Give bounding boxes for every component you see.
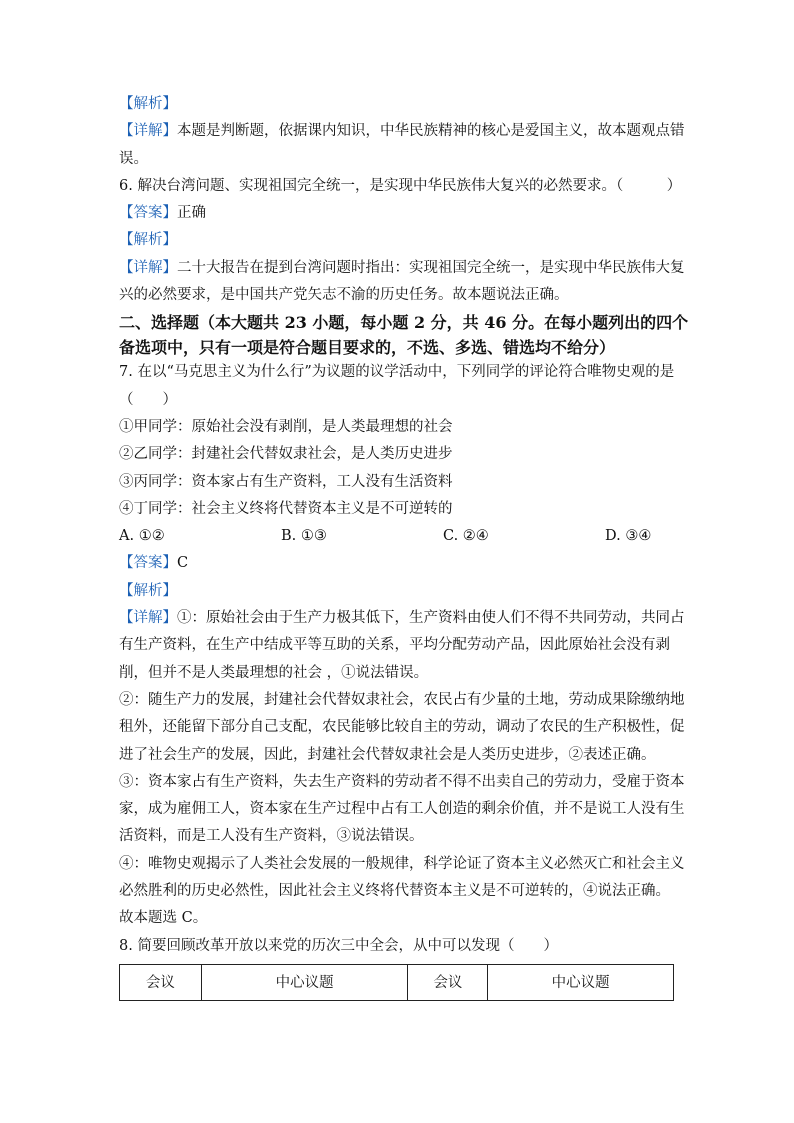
text-line: 进了社会生产的发展，因此，封建社会代替奴隶社会是人类历史进步，②表述正确。 xyxy=(119,746,656,763)
text-line: 误。 xyxy=(119,150,148,167)
analysis-label xyxy=(119,578,679,605)
option-item: A. ①② xyxy=(119,528,165,545)
meeting-table xyxy=(119,964,674,1001)
label-tag: 【解析】 xyxy=(119,582,177,599)
detail-line xyxy=(119,255,685,282)
option-item: D. ③④ xyxy=(605,528,652,545)
text-line: 7. 在以“马克思主义为什么行”为议题的议学活动中，下列同学的评论符合唯物史观的是 xyxy=(119,364,675,381)
label-tag: 【答案】 xyxy=(119,205,177,222)
text-line: 削，但并不是人类最理想的社会 ，①说法错误。 xyxy=(119,664,429,681)
detail-text: 二十大报告在提到台湾问题时指出：实现祖国完全统一，是实现中华民族伟大复 xyxy=(177,259,685,276)
text-line: （ ） xyxy=(119,391,177,408)
option-item: C. ②④ xyxy=(443,528,489,545)
text-line: 租外，还能留下部分自己支配，农民能够比较自主的劳动，调动了农民的生产积极性，促 xyxy=(119,719,685,736)
answer-line xyxy=(119,200,679,227)
label-tag: 【答案】 xyxy=(119,555,177,572)
answer-value: 正确 xyxy=(177,205,206,222)
label-tag: 【详解】 xyxy=(119,259,177,276)
text-line: 家，成为雇佣工人，资本家在生产过程中占有工人创造的剩余价值，并不是说工人没有生 xyxy=(119,801,685,818)
text-line: 8. 简要回顾改革开放以来党的历次三中全会，从中可以发现（ ） xyxy=(119,937,558,954)
document-content xyxy=(119,91,689,960)
text-line: 必然胜利的历史必然性，因此社会主义终将代替资本主义是不可逆转的，④说法正确。 xyxy=(119,883,670,900)
table-header-cell: 会议 xyxy=(408,964,488,1000)
label-tag: 【详解】 xyxy=(119,123,177,140)
text-line: 有生产资料，在生产中结成平等互助的关系，平均分配劳动产品，因此原始社会没有剥 xyxy=(119,637,670,654)
table-header-cell: 中心议题 xyxy=(201,964,408,1000)
option-item: B. ①③ xyxy=(281,528,327,545)
table-header-cell: 会议 xyxy=(120,964,202,1000)
analysis-label xyxy=(119,227,679,254)
text-line: 故本题选 C。 xyxy=(119,910,208,927)
text-line: ③丙同学：资本家占有生产资料，工人没有生活资料 xyxy=(119,473,453,490)
text-line: ②：随生产力的发展，封建社会代替奴隶社会，农民占有少量的土地，劳动成果除缴纳地 xyxy=(119,691,685,708)
section-title: 二、选择题（本大题共 23 小题，每小题 2 分，共 46 分。在每小题列出的四个 xyxy=(119,313,689,333)
answer-options xyxy=(119,523,679,550)
text-line: ④：唯物史观揭示了人类社会发展的一般规律，科学论证了资本主义必然灭亡和社会主义 xyxy=(119,855,685,872)
text-line: 6. 解决台湾问题、实现祖国完全统一，是实现中华民族伟大复兴的必然要求。（ ） xyxy=(119,177,682,194)
table-header-row xyxy=(120,964,674,1000)
text-line: ①甲同学：原始社会没有剥削，是人类最理想的社会 xyxy=(119,418,453,435)
detail-line xyxy=(119,605,685,632)
text-line: ③：资本家占有生产资料，失去生产资料的劳动者不得不出卖自己的劳动力，受雇于资本 xyxy=(119,773,685,790)
detail-text: 本题是判断题，依据课内知识，中华民族精神的核心是爱国主义，故本题观点错 xyxy=(177,123,685,140)
text-line: 活资料，而是工人没有生产资料，③说法错误。 xyxy=(119,828,424,845)
analysis-label xyxy=(119,91,679,118)
text-line: ④丁同学：社会主义终将代替资本主义是不可逆转的 xyxy=(119,500,453,517)
text-line: ②乙同学：封建社会代替奴隶社会，是人类历史进步 xyxy=(119,446,453,463)
answer-line xyxy=(119,550,679,577)
label-tag: 【解析】 xyxy=(119,96,177,112)
table-header-cell: 中心议题 xyxy=(488,964,674,1000)
label-tag: 【详解】 xyxy=(119,610,177,627)
text-line: 兴的必然要求，是中国共产党矢志不渝的历史任务。故本题说法正确。 xyxy=(119,287,569,304)
answer-value: C xyxy=(177,555,189,572)
document-page xyxy=(119,91,689,1001)
label-tag: 【解析】 xyxy=(119,232,177,249)
section-title: 备选项中，只有一项是符合题目要求的，不选、多选、错选均不给分） xyxy=(119,338,616,358)
detail-line xyxy=(119,118,685,145)
detail-text: ①：原始社会由于生产力极其低下，生产资料由使人们不得不共同劳动，共同占 xyxy=(177,610,685,627)
